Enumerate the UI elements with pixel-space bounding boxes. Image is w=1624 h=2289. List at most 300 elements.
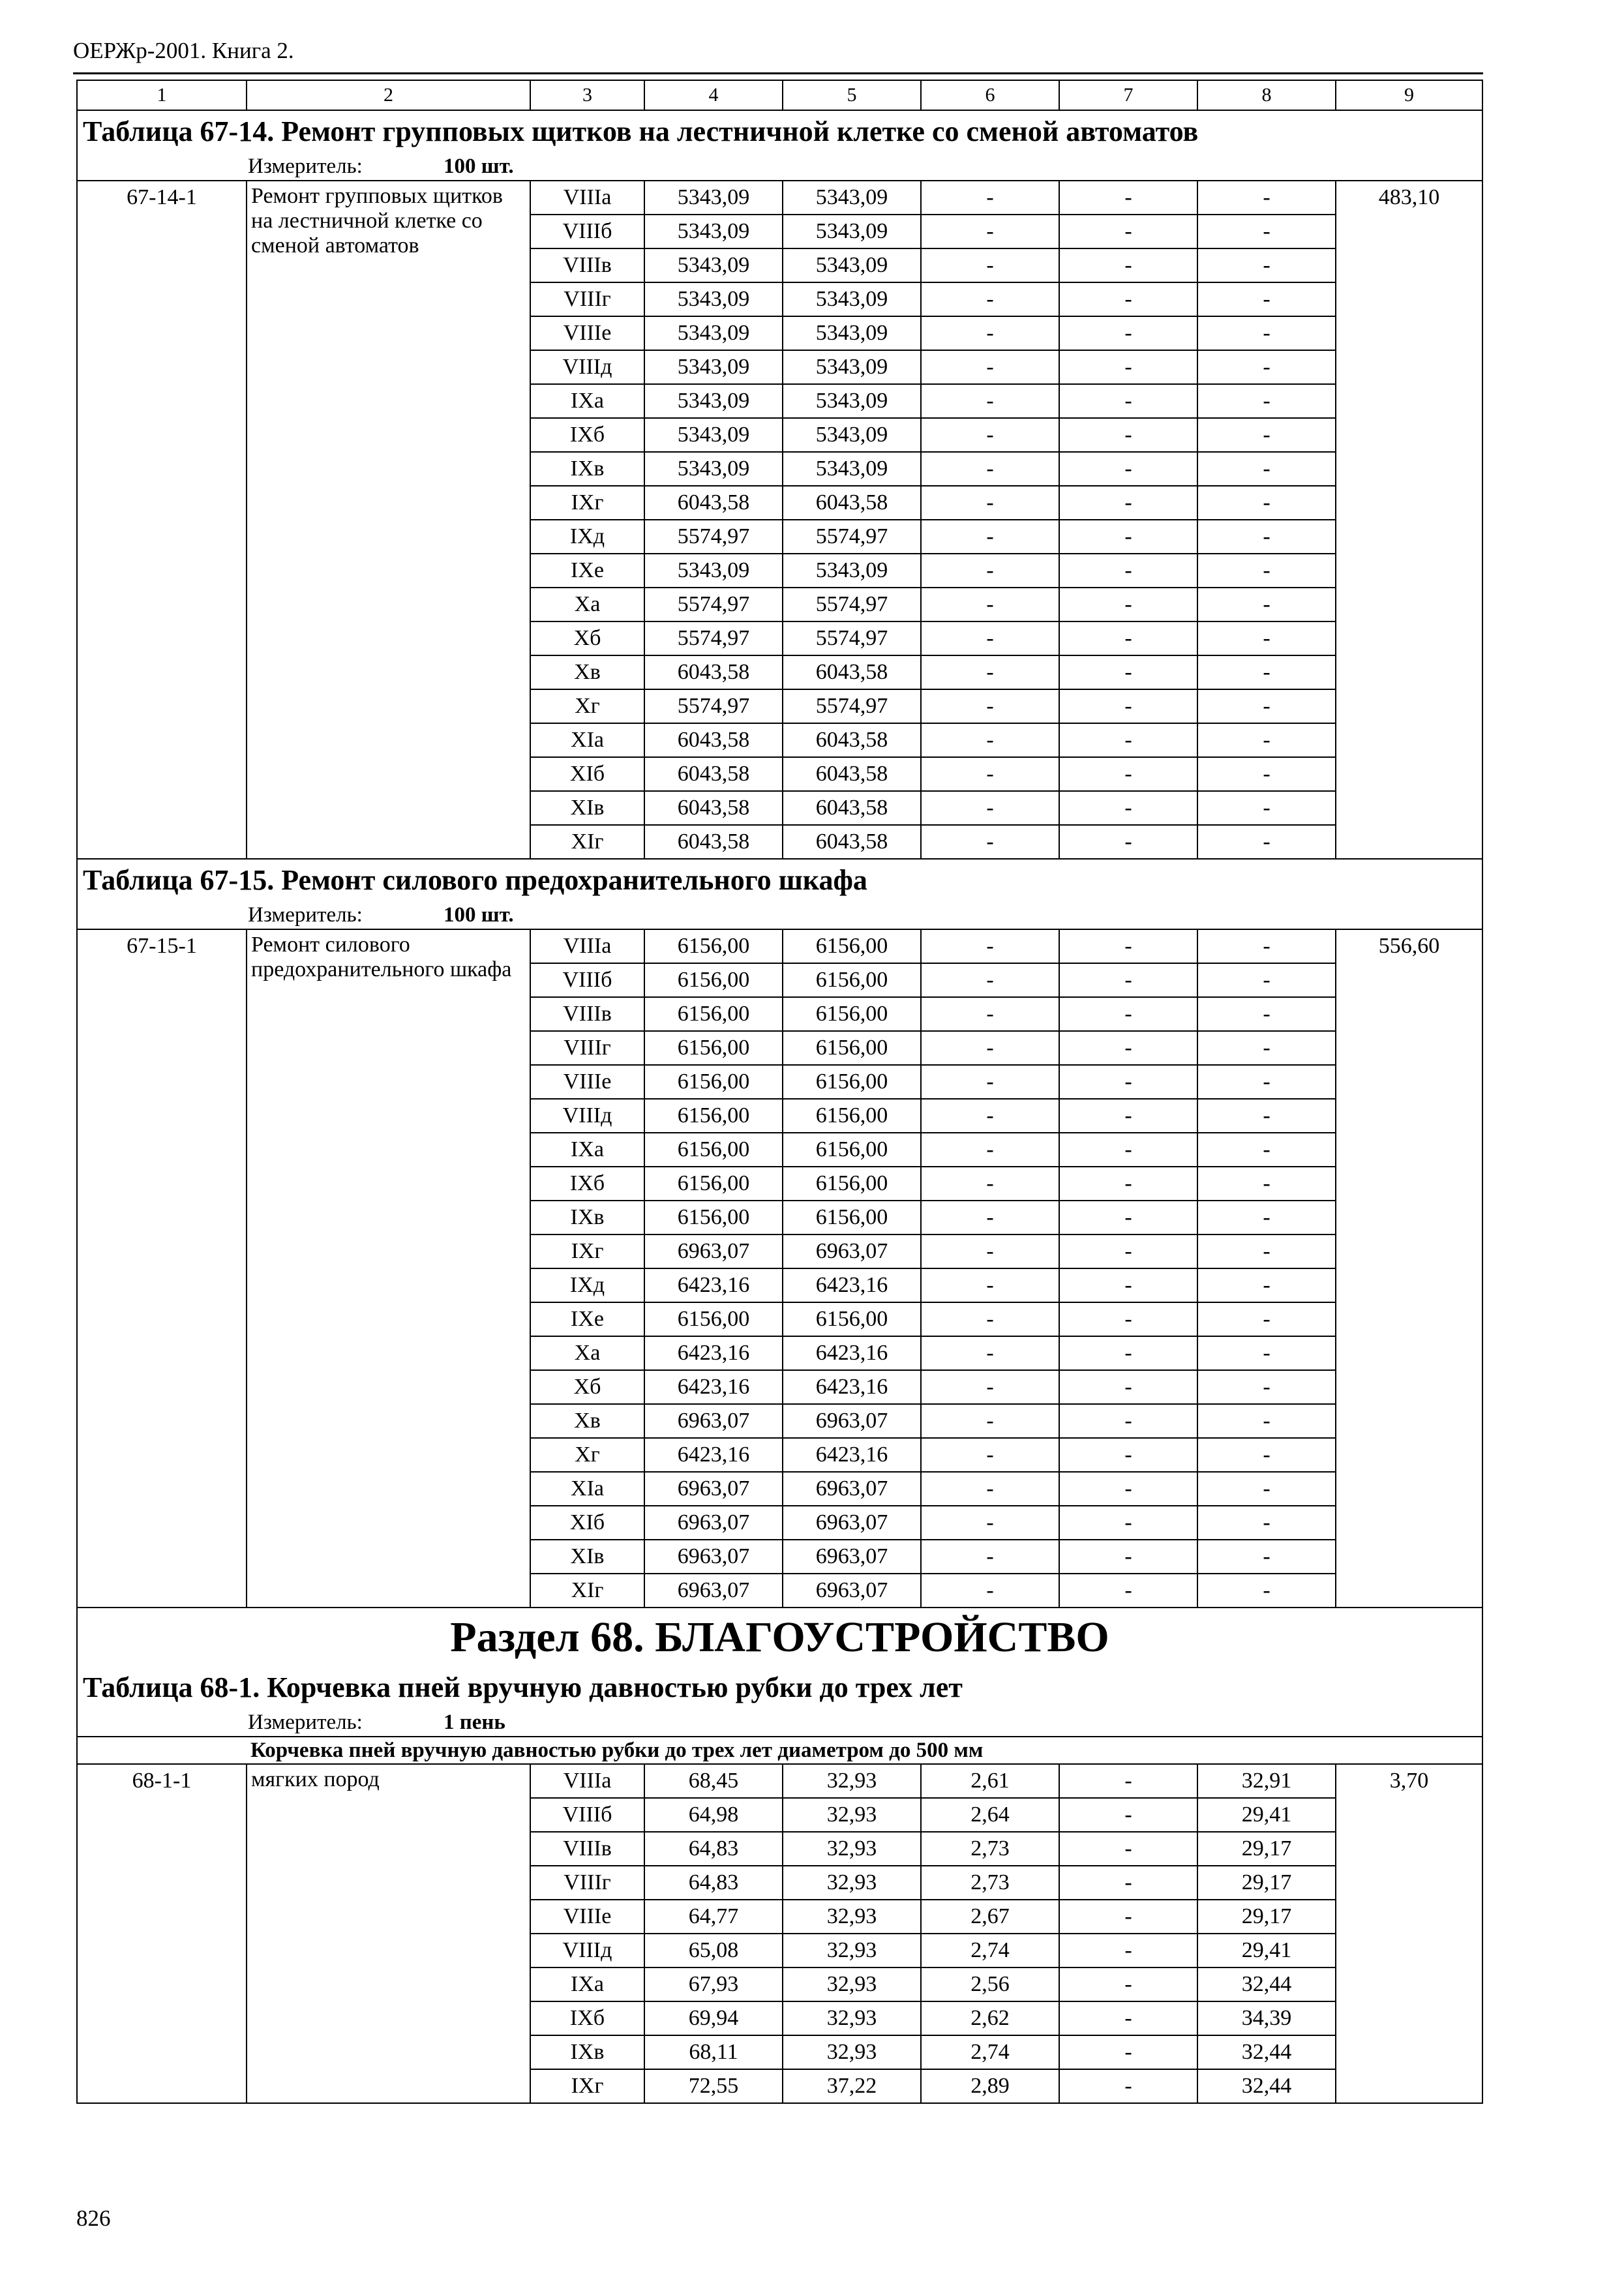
value-cell: 6043,58: [644, 486, 783, 520]
value-cell: -: [921, 1268, 1059, 1302]
value-cell: 2,74: [921, 1934, 1059, 1967]
value-cell: 65,08: [644, 1934, 783, 1967]
value-cell: -: [1197, 791, 1336, 825]
value-cell: -: [1197, 1370, 1336, 1404]
section-title-row: [77, 1608, 1482, 1667]
value-cell: 2,61: [921, 1764, 1059, 1798]
value-cell: 6043,58: [644, 825, 783, 859]
zone-cell: VIIIг: [530, 282, 644, 316]
column-number: 6: [921, 80, 1059, 110]
value-cell: 6963,07: [783, 1574, 921, 1608]
zone-cell: IXе: [530, 1302, 644, 1336]
value-cell: -: [1197, 1133, 1336, 1167]
value-cell: -: [921, 452, 1059, 486]
value-cell: -: [921, 1099, 1059, 1133]
measure-value: 100 шт.: [444, 903, 514, 927]
value-cell: -: [1059, 282, 1197, 316]
value-cell: -: [1197, 655, 1336, 689]
value-cell: -: [1197, 1099, 1336, 1133]
value-cell: -: [921, 1234, 1059, 1268]
col9-value: 556,60: [1336, 929, 1482, 1608]
value-cell: -: [1197, 1506, 1336, 1540]
value-cell: -: [1197, 929, 1336, 963]
value-cell: -: [921, 384, 1059, 418]
value-cell: 6043,58: [783, 723, 921, 757]
value-cell: 32,44: [1197, 2069, 1336, 2103]
value-cell: 6043,58: [644, 723, 783, 757]
value-cell: -: [921, 1065, 1059, 1099]
value-cell: -: [921, 723, 1059, 757]
value-cell: -: [1059, 1167, 1197, 1201]
column-number: 5: [783, 80, 921, 110]
value-cell: -: [921, 418, 1059, 452]
value-cell: -: [1197, 282, 1336, 316]
value-cell: 2,62: [921, 2001, 1059, 2035]
value-cell: 5574,97: [644, 588, 783, 621]
value-cell: 6156,00: [644, 1031, 783, 1065]
value-cell: -: [1197, 486, 1336, 520]
table-subtitle: Корчевка пней вручную давностью рубки до трех лет диаметром до 500 мм: [77, 1737, 1482, 1764]
value-cell: -: [921, 1472, 1059, 1506]
value-cell: -: [1059, 1302, 1197, 1336]
value-cell: -: [921, 1370, 1059, 1404]
value-cell: -: [1197, 316, 1336, 350]
value-cell: -: [1059, 997, 1197, 1031]
section-title: Раздел 68. БЛАГОУСТРОЙСТВО: [77, 1608, 1482, 1667]
zone-cell: IXa: [530, 1133, 644, 1167]
zone-cell: Xa: [530, 588, 644, 621]
value-cell: 6043,58: [644, 655, 783, 689]
value-cell: -: [1197, 723, 1336, 757]
value-cell: 2,73: [921, 1832, 1059, 1866]
measure-line: [77, 1709, 1482, 1737]
value-cell: -: [921, 486, 1059, 520]
value-cell: 32,44: [1197, 2035, 1336, 2069]
value-cell: -: [921, 1302, 1059, 1336]
value-cell: 5343,09: [644, 384, 783, 418]
value-cell: -: [1059, 655, 1197, 689]
value-cell: -: [1059, 621, 1197, 655]
value-cell: 6156,00: [644, 1133, 783, 1167]
value-cell: -: [1059, 1900, 1197, 1934]
value-cell: -: [921, 689, 1059, 723]
measure-value: 100 шт.: [444, 155, 514, 178]
table-row: [77, 181, 1482, 215]
item-code: 67-15-1: [77, 929, 247, 1608]
value-cell: -: [1059, 384, 1197, 418]
value-cell: -: [921, 1336, 1059, 1370]
zone-cell: VIIIе: [530, 316, 644, 350]
value-cell: -: [1059, 452, 1197, 486]
value-cell: 2,56: [921, 1967, 1059, 2001]
zone-cell: XIв: [530, 1540, 644, 1574]
value-cell: 6043,58: [783, 655, 921, 689]
measure-line: [77, 153, 1482, 181]
zone-cell: Xв: [530, 1404, 644, 1438]
zone-cell: IXб: [530, 418, 644, 452]
column-number: 4: [644, 80, 783, 110]
value-cell: 6043,58: [783, 757, 921, 791]
value-cell: 6156,00: [783, 1031, 921, 1065]
value-cell: 6963,07: [783, 1472, 921, 1506]
value-cell: -: [1059, 350, 1197, 384]
value-cell: -: [1197, 621, 1336, 655]
measure-row: [77, 901, 1482, 929]
value-cell: -: [921, 1540, 1059, 1574]
value-cell: 6156,00: [644, 1099, 783, 1133]
value-cell: 5574,97: [783, 520, 921, 554]
value-cell: 32,44: [1197, 1967, 1336, 2001]
subtitle-row: [77, 1737, 1482, 1764]
value-cell: -: [1059, 1065, 1197, 1099]
value-cell: 6043,58: [644, 757, 783, 791]
value-cell: 5574,97: [783, 621, 921, 655]
zone-cell: XIa: [530, 1472, 644, 1506]
measure-row: [77, 1709, 1482, 1737]
value-cell: 29,17: [1197, 1866, 1336, 1900]
zone-cell: IXд: [530, 520, 644, 554]
value-cell: -: [921, 215, 1059, 248]
value-cell: 32,93: [783, 2035, 921, 2069]
value-cell: 32,93: [783, 1967, 921, 2001]
value-cell: -: [1059, 963, 1197, 997]
value-cell: -: [1059, 486, 1197, 520]
value-cell: -: [1059, 1934, 1197, 1967]
value-cell: -: [921, 1404, 1059, 1438]
table-title: Таблица 67-15. Ремонт силового предохранительного шкафа: [77, 859, 1482, 901]
zone-cell: VIIIв: [530, 997, 644, 1031]
value-cell: -: [1197, 689, 1336, 723]
value-cell: 69,94: [644, 2001, 783, 2035]
value-cell: 6423,16: [783, 1370, 921, 1404]
zone-cell: XIб: [530, 757, 644, 791]
value-cell: -: [1059, 1764, 1197, 1798]
value-cell: -: [921, 621, 1059, 655]
value-cell: -: [1059, 1472, 1197, 1506]
value-cell: 29,41: [1197, 1934, 1336, 1967]
value-cell: 6963,07: [644, 1404, 783, 1438]
value-cell: -: [1197, 181, 1336, 215]
value-cell: 6156,00: [783, 1065, 921, 1099]
value-cell: -: [921, 554, 1059, 588]
value-cell: 32,93: [783, 2001, 921, 2035]
value-cell: 68,11: [644, 2035, 783, 2069]
column-number: 8: [1197, 80, 1336, 110]
value-cell: 6156,00: [783, 1099, 921, 1133]
value-cell: -: [1059, 1438, 1197, 1472]
value-cell: -: [1059, 1133, 1197, 1167]
value-cell: 2,64: [921, 1798, 1059, 1832]
zone-cell: XIa: [530, 723, 644, 757]
value-cell: -: [1059, 1201, 1197, 1234]
value-cell: 6156,00: [644, 1302, 783, 1336]
zone-cell: VIIIб: [530, 1798, 644, 1832]
value-cell: 6043,58: [783, 825, 921, 859]
value-cell: -: [921, 791, 1059, 825]
value-cell: -: [1197, 1438, 1336, 1472]
value-cell: -: [1197, 1302, 1336, 1336]
value-cell: 32,93: [783, 1764, 921, 1798]
value-cell: 6423,16: [783, 1438, 921, 1472]
value-cell: -: [1059, 1370, 1197, 1404]
value-cell: -: [921, 248, 1059, 282]
zone-cell: Xб: [530, 621, 644, 655]
value-cell: 2,73: [921, 1866, 1059, 1900]
value-cell: 5343,09: [644, 181, 783, 215]
value-cell: 6963,07: [644, 1574, 783, 1608]
column-number: 3: [530, 80, 644, 110]
value-cell: 5574,97: [644, 520, 783, 554]
value-cell: -: [1059, 1099, 1197, 1133]
value-cell: -: [1059, 554, 1197, 588]
value-cell: 2,89: [921, 2069, 1059, 2103]
value-cell: -: [1059, 757, 1197, 791]
value-cell: 67,93: [644, 1967, 783, 2001]
zone-cell: Xг: [530, 1438, 644, 1472]
value-cell: -: [1197, 554, 1336, 588]
value-cell: 6156,00: [644, 929, 783, 963]
zone-cell: VIIIд: [530, 1934, 644, 1967]
value-cell: 32,93: [783, 1832, 921, 1866]
table-title: Таблица 68-1. Корчевка пней вручную давностью рубки до трех лет: [77, 1667, 1482, 1709]
value-cell: 6043,58: [644, 791, 783, 825]
value-cell: 5343,09: [783, 554, 921, 588]
value-cell: -: [921, 588, 1059, 621]
value-cell: -: [1197, 215, 1336, 248]
value-cell: 5343,09: [783, 181, 921, 215]
zone-cell: VIIIе: [530, 1065, 644, 1099]
value-cell: 5343,09: [644, 282, 783, 316]
zone-cell: IXг: [530, 2069, 644, 2103]
zone-cell: XIг: [530, 825, 644, 859]
value-cell: -: [1197, 963, 1336, 997]
value-cell: 6156,00: [783, 929, 921, 963]
value-cell: -: [1197, 418, 1336, 452]
value-cell: 5574,97: [644, 689, 783, 723]
value-cell: 6156,00: [783, 1167, 921, 1201]
zone-cell: XIб: [530, 1506, 644, 1540]
value-cell: 29,17: [1197, 1900, 1336, 1934]
value-cell: -: [1197, 825, 1336, 859]
value-cell: -: [921, 929, 1059, 963]
value-cell: 6423,16: [783, 1336, 921, 1370]
value-cell: 6423,16: [783, 1268, 921, 1302]
value-cell: -: [921, 1167, 1059, 1201]
value-cell: 64,77: [644, 1900, 783, 1934]
value-cell: 6963,07: [644, 1506, 783, 1540]
value-cell: 32,91: [1197, 1764, 1336, 1798]
value-cell: 5343,09: [644, 554, 783, 588]
value-cell: -: [1059, 248, 1197, 282]
value-cell: 6423,16: [644, 1268, 783, 1302]
value-cell: -: [1059, 1506, 1197, 1540]
value-cell: -: [1059, 2069, 1197, 2103]
zone-cell: IXг: [530, 1234, 644, 1268]
value-cell: -: [1059, 1268, 1197, 1302]
zone-cell: VIIIв: [530, 1832, 644, 1866]
value-cell: -: [1059, 791, 1197, 825]
zone-cell: VIIIб: [530, 215, 644, 248]
value-cell: 5343,09: [783, 350, 921, 384]
value-cell: -: [1059, 1404, 1197, 1438]
value-cell: 6156,00: [783, 963, 921, 997]
value-cell: 6156,00: [644, 1065, 783, 1099]
value-cell: 5343,09: [783, 282, 921, 316]
value-cell: -: [921, 655, 1059, 689]
value-cell: -: [1059, 215, 1197, 248]
value-cell: 5343,09: [644, 350, 783, 384]
column-number: 7: [1059, 80, 1197, 110]
value-cell: 5343,09: [783, 384, 921, 418]
value-cell: 68,45: [644, 1764, 783, 1798]
value-cell: -: [1197, 384, 1336, 418]
value-cell: -: [1059, 1336, 1197, 1370]
zone-cell: IXг: [530, 486, 644, 520]
zone-cell: IXе: [530, 554, 644, 588]
value-cell: -: [921, 350, 1059, 384]
value-cell: 29,17: [1197, 1832, 1336, 1866]
value-cell: 6423,16: [644, 1336, 783, 1370]
value-cell: 32,93: [783, 1900, 921, 1934]
value-cell: -: [1059, 723, 1197, 757]
item-name: Ремонт силового предохранительного шкафа: [247, 929, 530, 1608]
value-cell: -: [921, 997, 1059, 1031]
value-cell: -: [1197, 520, 1336, 554]
col9-value: 3,70: [1336, 1764, 1482, 2103]
value-cell: -: [1197, 1404, 1336, 1438]
zone-cell: IXв: [530, 452, 644, 486]
value-cell: -: [921, 1031, 1059, 1065]
value-cell: 6043,58: [783, 486, 921, 520]
table-title-row: [77, 110, 1482, 153]
value-cell: -: [921, 1506, 1059, 1540]
value-cell: -: [1197, 1234, 1336, 1268]
value-cell: 5343,09: [644, 248, 783, 282]
value-cell: 37,22: [783, 2069, 921, 2103]
value-cell: -: [1059, 1234, 1197, 1268]
value-cell: -: [1059, 181, 1197, 215]
value-cell: 5343,09: [644, 215, 783, 248]
value-cell: 5343,09: [783, 215, 921, 248]
value-cell: -: [1059, 1967, 1197, 2001]
table-title-row: [77, 859, 1482, 901]
value-cell: 6963,07: [644, 1472, 783, 1506]
price-table: [76, 80, 1483, 2104]
zone-cell: VIIIг: [530, 1866, 644, 1900]
table-row: [77, 929, 1482, 963]
page-header: ОЕРЖр-2001. Книга 2.: [73, 38, 294, 63]
value-cell: 32,93: [783, 1798, 921, 1832]
measure-label: Измеритель:: [248, 903, 363, 927]
value-cell: -: [1197, 997, 1336, 1031]
value-cell: 6963,07: [644, 1234, 783, 1268]
zone-cell: IXa: [530, 384, 644, 418]
value-cell: 6156,00: [644, 997, 783, 1031]
value-cell: 6963,07: [644, 1540, 783, 1574]
zone-cell: VIIIa: [530, 181, 644, 215]
value-cell: 6156,00: [783, 1133, 921, 1167]
zone-cell: IXд: [530, 1268, 644, 1302]
zone-cell: XIв: [530, 791, 644, 825]
value-cell: 6423,16: [644, 1438, 783, 1472]
value-cell: -: [921, 282, 1059, 316]
zone-cell: VIIIв: [530, 248, 644, 282]
value-cell: 6963,07: [783, 1506, 921, 1540]
zone-cell: VIIIе: [530, 1900, 644, 1934]
value-cell: 64,83: [644, 1832, 783, 1866]
value-cell: -: [921, 316, 1059, 350]
value-cell: -: [1059, 825, 1197, 859]
value-cell: -: [921, 1574, 1059, 1608]
value-cell: 6043,58: [783, 791, 921, 825]
value-cell: -: [1197, 452, 1336, 486]
value-cell: -: [1197, 1574, 1336, 1608]
value-cell: 6963,07: [783, 1234, 921, 1268]
zone-cell: VIIIa: [530, 929, 644, 963]
zone-cell: VIIIд: [530, 350, 644, 384]
value-cell: -: [921, 1438, 1059, 1472]
value-cell: -: [921, 825, 1059, 859]
value-cell: -: [1197, 1540, 1336, 1574]
value-cell: -: [921, 1201, 1059, 1234]
measure-row: [77, 153, 1482, 181]
value-cell: 6423,16: [644, 1370, 783, 1404]
value-cell: 5343,09: [644, 316, 783, 350]
value-cell: -: [1197, 1201, 1336, 1234]
item-name: мягких пород: [247, 1764, 530, 2103]
value-cell: 6156,00: [644, 1167, 783, 1201]
value-cell: 29,41: [1197, 1798, 1336, 1832]
value-cell: -: [921, 757, 1059, 791]
value-cell: -: [1059, 2001, 1197, 2035]
col9-value: 483,10: [1336, 181, 1482, 859]
measure-label: Измеритель:: [248, 155, 363, 178]
column-number: 1: [77, 80, 247, 110]
value-cell: 6156,00: [644, 1201, 783, 1234]
column-number-row: [77, 80, 1482, 110]
zone-cell: VIIIб: [530, 963, 644, 997]
value-cell: 64,98: [644, 1798, 783, 1832]
header-rule: [73, 72, 1483, 74]
value-cell: 6963,07: [783, 1540, 921, 1574]
value-cell: -: [921, 963, 1059, 997]
value-cell: -: [1059, 1031, 1197, 1065]
value-cell: 6156,00: [783, 997, 921, 1031]
column-number: 9: [1336, 80, 1482, 110]
value-cell: -: [1059, 588, 1197, 621]
value-cell: -: [1197, 757, 1336, 791]
item-code: 68-1-1: [77, 1764, 247, 2103]
value-cell: 5343,09: [644, 418, 783, 452]
value-cell: -: [1197, 350, 1336, 384]
value-cell: -: [1197, 1336, 1336, 1370]
value-cell: -: [1059, 1866, 1197, 1900]
value-cell: 2,67: [921, 1900, 1059, 1934]
value-cell: 32,93: [783, 1866, 921, 1900]
table-title: Таблица 67-14. Ремонт групповых щитков на лестничной клетке со сменой автоматов: [77, 110, 1482, 153]
value-cell: 32,93: [783, 1934, 921, 1967]
zone-cell: IXб: [530, 1167, 644, 1201]
value-cell: -: [1059, 689, 1197, 723]
item-code: 67-14-1: [77, 181, 247, 859]
value-cell: -: [921, 1133, 1059, 1167]
value-cell: -: [1197, 1065, 1336, 1099]
zone-cell: Xг: [530, 689, 644, 723]
value-cell: 5343,09: [644, 452, 783, 486]
value-cell: -: [1059, 929, 1197, 963]
value-cell: 6963,07: [783, 1404, 921, 1438]
value-cell: -: [921, 520, 1059, 554]
